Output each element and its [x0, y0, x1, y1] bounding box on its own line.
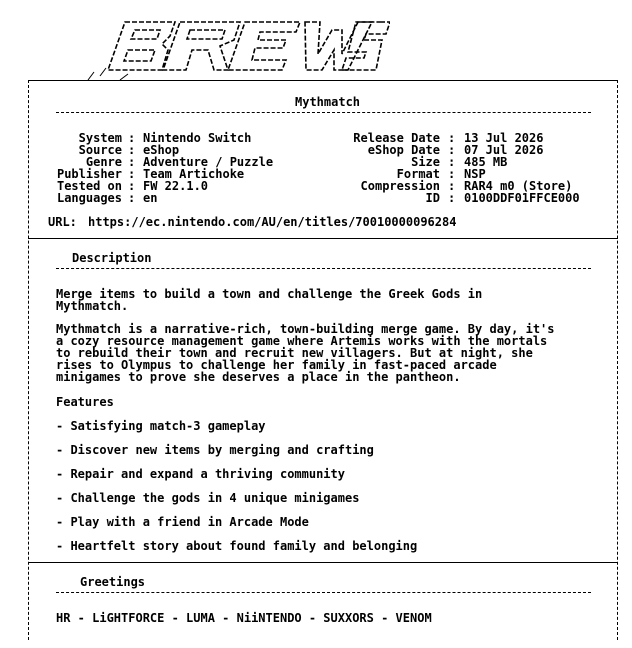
field-label-id: ID: [425, 191, 440, 205]
feature-item: - Discover new items by merging and crafting: [56, 443, 374, 457]
field-colon: :: [128, 167, 136, 181]
greetings-heading: Greetings: [80, 575, 146, 589]
feature-item: - Challenge the gods in 4 unique minigames: [56, 491, 360, 505]
description-divider: [56, 268, 591, 269]
field-label-system: System: [78, 131, 122, 145]
greetings-divider: [56, 592, 591, 593]
feature-item: - Play with a friend in Arcade Mode: [56, 515, 309, 529]
greetings-text: HR - LiGHTFORCE - LUMA - NiiNTENDO - SUXXORS - VENOM: [56, 611, 432, 625]
field-label-format: Format: [396, 167, 440, 181]
description-heading: Description: [72, 251, 152, 265]
field-colon: :: [448, 179, 456, 193]
field-colon: :: [128, 131, 136, 145]
field-colon: :: [448, 143, 456, 157]
field-value-size: 485 MB: [464, 155, 508, 169]
field-colon: :: [448, 191, 456, 205]
field-colon: :: [448, 155, 456, 169]
field-value-format: NSP: [464, 167, 486, 181]
field-label-size: Size: [411, 155, 440, 169]
field-colon: :: [448, 167, 456, 181]
field-label-tested-on: Tested on: [56, 179, 122, 193]
field-value-system: Nintendo Switch: [143, 131, 252, 145]
field-value-release-date: 13 Jul 2026: [464, 131, 544, 145]
release-title: Mythmatch: [295, 95, 361, 109]
field-label-source: Source: [78, 143, 122, 157]
eshop-url-link[interactable]: https://ec.nintendo.com/AU/en/titles/70010000096284: [88, 215, 457, 229]
section-separator: [28, 562, 618, 563]
field-label-eshop-date: eShop Date: [367, 143, 440, 157]
section-separator: [28, 238, 618, 239]
field-value-publisher: Team Artichoke: [143, 167, 245, 181]
feature-item: - Heartfelt story about found family and belonging: [56, 539, 418, 553]
field-value-genre: Adventure / Puzzle: [143, 155, 274, 169]
field-colon: :: [128, 143, 136, 157]
field-label-compression: Compression: [360, 179, 440, 193]
url-label: URL:: [48, 215, 77, 229]
field-colon: :: [448, 131, 456, 145]
field-value-eshop-date: 07 Jul 2026: [464, 143, 544, 157]
field-colon: :: [128, 155, 136, 169]
features-heading: Features: [56, 395, 114, 409]
field-value-tested-on: FW 22.1.0: [143, 179, 209, 193]
field-value-source: eShop: [143, 143, 180, 157]
field-label-release-date: Release Date: [353, 131, 440, 145]
title-divider: [56, 112, 591, 113]
description-body: Mythmatch is a narrative-rich, town-building merge game. By day, it's a cozy resource management game where Artemis works with the mortals to rebuild their town and recruit new villagers. But at night, she rises to Olympus to challenge her family in fast-paced arcade minigames to prove she deserves a place in the pantheon.: [56, 322, 555, 384]
field-value-id: 0100DDF01FFCE000: [464, 191, 580, 205]
field-label-publisher: Publisher: [56, 167, 122, 181]
field-colon: :: [128, 191, 136, 205]
description-tagline: Merge items to build a town and challenge the Greek Gods in Mythmatch.: [56, 287, 483, 313]
feature-item: - Satisfying match-3 gameplay: [56, 419, 266, 433]
field-value-compression: RAR4 m0 (Store): [464, 179, 573, 193]
field-value-languages: en: [143, 191, 158, 205]
field-label-languages: Languages: [56, 191, 122, 205]
brews-logo: [80, 14, 390, 82]
field-label-genre: Genre: [85, 155, 122, 169]
feature-item: - Repair and expand a thriving community: [56, 467, 345, 481]
field-colon: :: [128, 179, 136, 193]
